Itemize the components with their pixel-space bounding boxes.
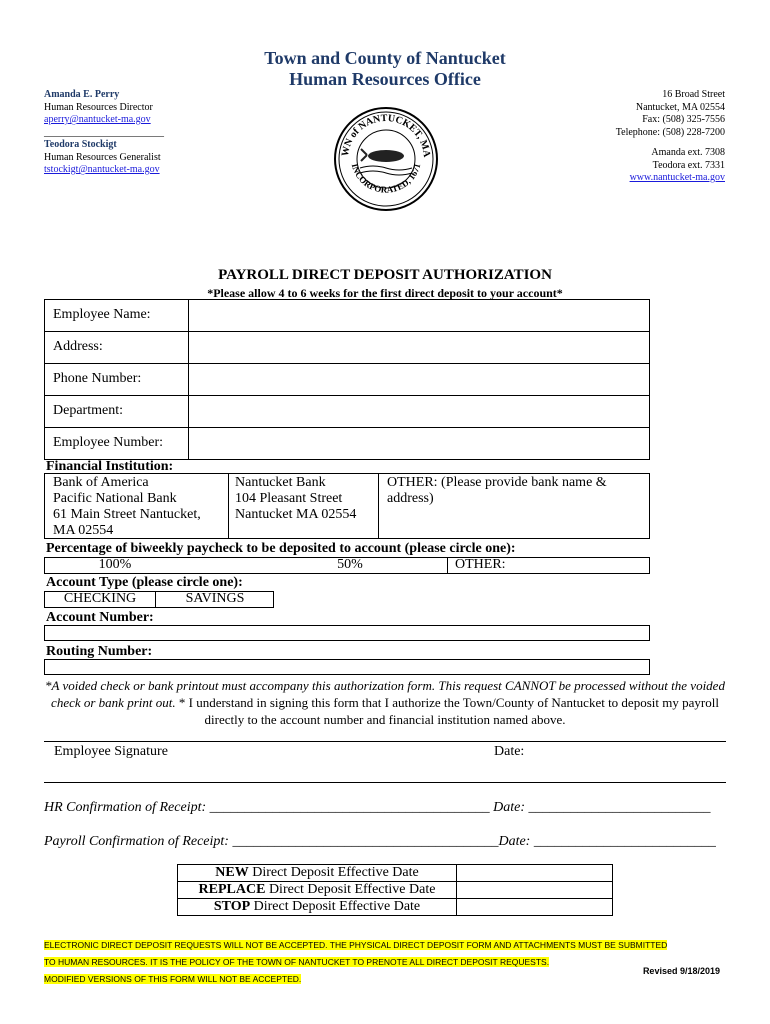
checking-option[interactable]: CHECKING bbox=[63, 591, 137, 606]
financial-institution-label: Financial Institution: bbox=[46, 459, 174, 474]
address-label: Address: bbox=[45, 332, 189, 363]
office-fax: Fax: (508) 325-7556 bbox=[642, 114, 725, 125]
effective-new-label: NEW Direct Deposit Effective Date bbox=[178, 865, 457, 882]
pct-50-option[interactable]: 50% bbox=[337, 557, 363, 572]
footer-line3: MODIFIED VERSIONS OF THIS FORM WILL NOT BE ACCEPTED. bbox=[44, 974, 302, 984]
effective-row-replace bbox=[178, 882, 613, 899]
signature-field[interactable] bbox=[44, 746, 726, 782]
svg-text:INCORPORATED, 1671: INCORPORATED, 1671 bbox=[349, 162, 423, 195]
bank2-line1: Nantucket Bank bbox=[235, 475, 326, 490]
bank-options-box bbox=[44, 473, 650, 539]
town-seal bbox=[333, 106, 439, 212]
generalist-role: Human Resources Generalist bbox=[44, 151, 161, 163]
account-number-label: Account Number: bbox=[46, 610, 154, 625]
footer-line2: TO HUMAN RESOURCES. IT IS THE POLICY OF THE TOWN OF NANTUCKET TO PRENOTE ALL DIRECT DEPOSIT REQUESTS. bbox=[44, 957, 550, 967]
effective-new-date-field[interactable] bbox=[457, 865, 613, 882]
hr-confirmation[interactable]: HR Confirmation of Receipt: ________________________________________ Date: __________________________ bbox=[44, 800, 711, 815]
notice-normal: * I understand in signing this form that I authorize the Town/County of Nantucket to deposit my payroll directly to the account number and financial institution named above. bbox=[175, 695, 719, 727]
bank2-line3: Nantucket MA 02554 bbox=[235, 507, 357, 522]
office-phone: Telephone: (508) 228-7200 bbox=[615, 126, 725, 138]
address-row bbox=[44, 331, 650, 364]
amanda-ext: Amanda ext. 7308 bbox=[651, 147, 725, 158]
signature-label: Employee Signature bbox=[54, 744, 168, 759]
office-title-line1: Town and County of Nantucket bbox=[264, 48, 506, 68]
department-field[interactable] bbox=[189, 396, 649, 427]
routing-number-label: Routing Number: bbox=[46, 644, 153, 659]
effective-stop-date-field[interactable] bbox=[457, 899, 613, 916]
revised-date: Revised 9/18/2019 bbox=[642, 966, 720, 976]
payroll-confirmation[interactable]: Payroll Confirmation of Receipt: ______________________________________Date: __________________________ bbox=[44, 834, 716, 849]
bank1-line3: 61 Main Street Nantucket, bbox=[53, 507, 201, 522]
employee-name-row bbox=[44, 299, 650, 332]
percentage-options-box bbox=[44, 557, 650, 574]
signature-bottom-line bbox=[44, 782, 726, 783]
office-title-line2: Human Resources Office bbox=[289, 69, 481, 89]
effective-date-table bbox=[177, 864, 613, 916]
office-street: 16 Broad Street bbox=[662, 89, 725, 100]
generalist-email-link[interactable]: tstockigt@nantucket-ma.gov bbox=[44, 164, 160, 175]
phone-label: Phone Number: bbox=[45, 364, 189, 395]
form-subtitle: *Please allow 4 to 6 weeks for the first direct deposit to your account* bbox=[207, 286, 563, 300]
teodora-ext: Teodora ext. 7331 bbox=[652, 159, 725, 171]
bank1-line2: Pacific National Bank bbox=[53, 491, 177, 506]
percentage-label: Percentage of biweekly paycheck to be deposited to account (please circle one): bbox=[46, 541, 516, 556]
pct-100-option[interactable]: 100% bbox=[98, 557, 132, 572]
other-bank-line2: address) bbox=[387, 491, 434, 506]
bank1-line4: MA 02554 bbox=[53, 523, 114, 538]
routing-number-field[interactable] bbox=[44, 659, 650, 675]
svg-text:TOWN of NANTUCKET, MASS.: WN of NANTUCKET, MA bbox=[339, 112, 433, 158]
account-type-box bbox=[44, 591, 274, 608]
bank-option-nantucket[interactable] bbox=[235, 475, 356, 523]
phone-field[interactable] bbox=[189, 364, 649, 395]
website-link[interactable]: www.nantucket-ma.gov bbox=[629, 172, 725, 183]
employee-number-row bbox=[44, 427, 650, 460]
right-contacts bbox=[616, 89, 725, 185]
effective-row-stop bbox=[178, 899, 613, 916]
savings-option[interactable]: SAVINGS bbox=[185, 591, 245, 606]
effective-replace-label: REPLACE Direct Deposit Effective Date bbox=[178, 882, 457, 899]
notice-italic: *A voided check or bank printout must accompany this authorization form. This request CANNOT be processed without the voided check or bank print out. bbox=[45, 678, 725, 710]
phone-row bbox=[44, 363, 650, 396]
employee-number-field[interactable] bbox=[189, 428, 649, 459]
department-row bbox=[44, 395, 650, 428]
employee-number-label: Employee Number: bbox=[45, 428, 189, 459]
pct-other-option[interactable]: OTHER: bbox=[455, 557, 506, 572]
other-bank-line1: OTHER: (Please provide bank name & bbox=[387, 475, 607, 490]
account-type-label: Account Type (please circle one): bbox=[46, 575, 243, 590]
effective-row-new bbox=[178, 865, 613, 882]
effective-stop-label: STOP Direct Deposit Effective Date bbox=[178, 899, 457, 916]
footer-notice bbox=[44, 936, 667, 987]
bank2-line2: 104 Pleasant Street bbox=[235, 491, 343, 506]
contact-divider: ________________________ bbox=[44, 126, 164, 138]
employee-name-label: Employee Name: bbox=[45, 300, 189, 331]
account-number-field[interactable] bbox=[44, 625, 650, 641]
address-field[interactable] bbox=[189, 332, 649, 363]
signature-top-line bbox=[44, 741, 726, 742]
authorization-notice bbox=[44, 677, 726, 728]
bank-option-boa-pnb[interactable] bbox=[53, 475, 201, 539]
generalist-name: Teodora Stockigt bbox=[44, 139, 117, 150]
director-name: Amanda E. Perry bbox=[44, 89, 120, 100]
bank-option-other[interactable] bbox=[387, 475, 607, 507]
employee-name-field[interactable] bbox=[189, 300, 649, 331]
department-label: Department: bbox=[45, 396, 189, 427]
director-role: Human Resources Director bbox=[44, 101, 153, 113]
seal-icon bbox=[333, 106, 439, 212]
left-contacts bbox=[44, 89, 164, 177]
effective-replace-date-field[interactable] bbox=[457, 882, 613, 899]
form-title: PAYROLL DIRECT DEPOSIT AUTHORIZATION bbox=[218, 267, 552, 283]
office-city: Nantucket, MA 02554 bbox=[635, 101, 725, 113]
bank1-line1: Bank of America bbox=[53, 475, 149, 490]
director-email-link[interactable]: aperry@nantucket-ma.gov bbox=[44, 114, 151, 125]
footer-line1: ELECTRONIC DIRECT DEPOSIT REQUESTS WILL NOT BE ACCEPTED. THE PHYSICAL DIRECT DEPOSIT FORM AND ATTACHMENTS MUST BE SUBMITTED bbox=[44, 940, 668, 950]
signature-date-label: Date: bbox=[494, 744, 525, 759]
